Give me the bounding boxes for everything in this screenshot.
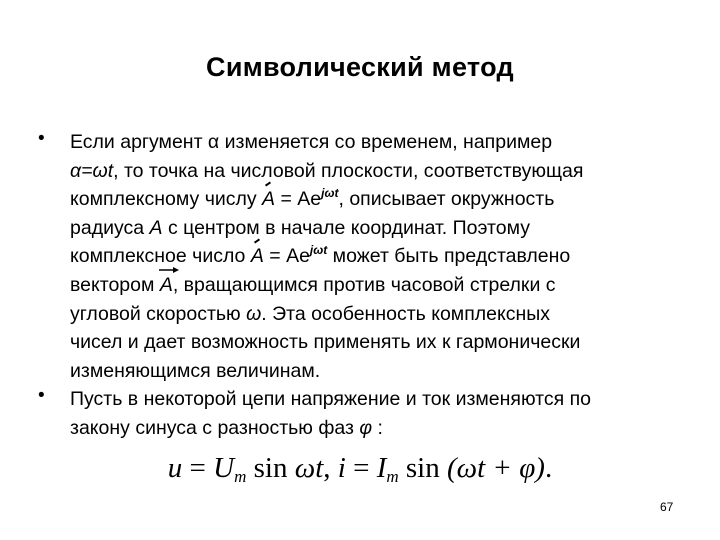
formula-I: I xyxy=(376,452,387,484)
text: может быть представлено xyxy=(327,245,571,268)
exponent: jωt xyxy=(321,185,339,200)
bullet-list xyxy=(38,128,714,443)
text-line xyxy=(70,128,714,157)
bullet-item-2 xyxy=(38,385,714,442)
formula-U: U xyxy=(213,452,235,484)
formula-arg: (ωt + φ) xyxy=(446,452,545,484)
text-line xyxy=(70,300,714,329)
formula-subscript: m xyxy=(386,467,399,486)
vector-symbol xyxy=(160,271,173,300)
text: = Ae xyxy=(263,245,310,268)
text: . Эта особенность комплексных xyxy=(261,302,551,325)
vector-arrow-icon xyxy=(158,266,180,274)
formula-arg: ωt xyxy=(294,452,324,484)
complex-amplitude-symbol: A xyxy=(251,242,264,271)
text: с центром в начале координат. Поэтому xyxy=(162,216,530,239)
formula-i: i xyxy=(337,452,346,484)
text-line xyxy=(70,271,714,300)
text: , вращающимся против часовой стрелки с xyxy=(172,273,556,296)
page-number: 67 xyxy=(660,500,674,514)
text: = Ae xyxy=(275,188,322,211)
text: : xyxy=(372,416,383,439)
text-line xyxy=(70,357,714,386)
exponent: jωt xyxy=(309,242,328,257)
formula-u: u xyxy=(167,452,183,484)
formula-separator: , xyxy=(323,452,338,484)
bullet-item-1 xyxy=(38,128,714,385)
math-text: А xyxy=(149,216,163,239)
text: чисел и дает возможность применять их к гармонически xyxy=(70,331,581,354)
text: вектором xyxy=(70,273,160,296)
text: , то точка на числовой плоскости, соответствующая xyxy=(113,159,584,182)
formula-period: . xyxy=(544,452,553,484)
text: угловой скоростью xyxy=(70,302,247,325)
formula xyxy=(0,452,720,487)
text: Пусть в некоторой цепи напряжение и ток изменяются по xyxy=(70,388,592,411)
math-text: φ xyxy=(359,416,373,439)
slide-title: Символический метод xyxy=(206,52,514,82)
formula-equals: = xyxy=(345,452,377,484)
math-text: ω xyxy=(246,302,262,325)
text: закону синуса с разностью фаз xyxy=(70,416,360,439)
formula-sin: sin xyxy=(398,452,447,484)
text: , описывает окружность xyxy=(338,188,555,211)
text-line xyxy=(70,157,714,186)
formula-equals: = xyxy=(182,452,214,484)
text-line xyxy=(70,214,714,243)
formula-subscript: m xyxy=(234,467,247,486)
text-line xyxy=(70,328,714,357)
bullet-dot-icon: • xyxy=(38,128,45,149)
text: Если аргумент α изменяется со временем, например xyxy=(70,131,553,153)
text-line xyxy=(70,414,714,443)
text: изменяющимся величинам. xyxy=(70,359,321,382)
math-text: α=ωt xyxy=(70,159,114,182)
bullet-dot-icon: • xyxy=(38,385,45,407)
text: комплексному числу xyxy=(70,188,263,211)
text: комплексное число xyxy=(70,245,251,268)
text-line xyxy=(70,385,714,414)
text-line xyxy=(70,185,714,214)
complex-amplitude-symbol: A xyxy=(262,185,275,214)
formula-sin: sin xyxy=(246,452,295,484)
math-text: A xyxy=(159,273,173,296)
text: радиуса xyxy=(70,216,150,239)
